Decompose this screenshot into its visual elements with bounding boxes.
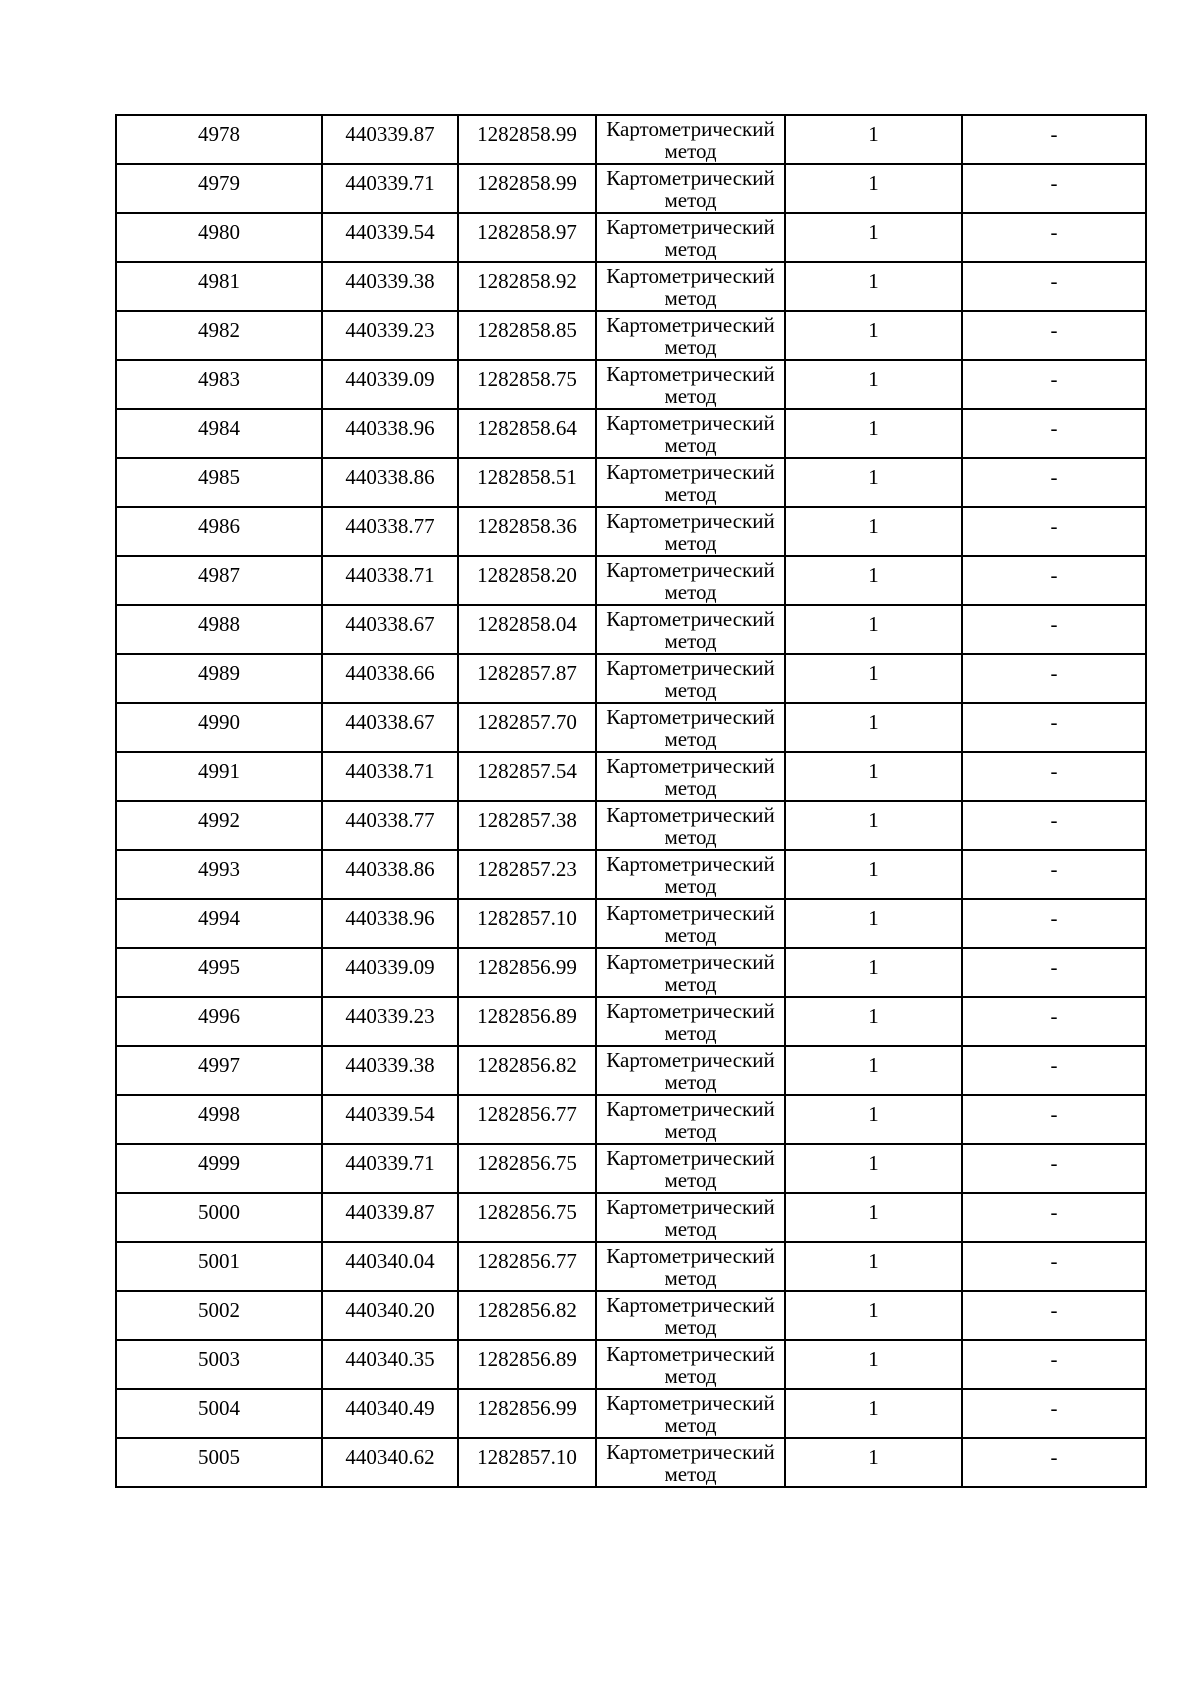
- note-cell: -: [962, 556, 1146, 605]
- table-row: [116, 1046, 1146, 1095]
- x-coordinate-cell: 440338.77: [322, 507, 458, 556]
- table-row: [116, 1389, 1146, 1438]
- x-coordinate-cell: 440339.71: [322, 1144, 458, 1193]
- x-coordinate-cell: 440338.96: [322, 409, 458, 458]
- method-line-1: Картометрический: [606, 705, 775, 729]
- method-line-1: Картометрический: [606, 362, 775, 386]
- method-line-1: Картометрический: [606, 215, 775, 239]
- point-number-cell: 4996: [116, 997, 322, 1046]
- method-line-2: метод: [664, 286, 717, 310]
- accuracy-cell: 1: [785, 703, 962, 752]
- method-line-2: метод: [664, 678, 717, 702]
- method-line-1: Картометрический: [606, 1391, 775, 1415]
- point-number-cell: 4992: [116, 801, 322, 850]
- y-coordinate-cell: 1282858.04: [458, 605, 596, 654]
- method-cell: [596, 1046, 785, 1095]
- method-cell: [596, 1438, 785, 1487]
- note-cell: -: [962, 1046, 1146, 1095]
- method-cell: [596, 507, 785, 556]
- x-coordinate-cell: 440339.38: [322, 1046, 458, 1095]
- accuracy-cell: 1: [785, 1046, 962, 1095]
- accuracy-cell: 1: [785, 1144, 962, 1193]
- y-coordinate-cell: 1282856.75: [458, 1144, 596, 1193]
- method-line-2: метод: [664, 1119, 717, 1143]
- point-number-cell: 4987: [116, 556, 322, 605]
- method-cell: [596, 1389, 785, 1438]
- accuracy-cell: 1: [785, 1438, 962, 1487]
- method-line-2: метод: [664, 188, 717, 212]
- table-row: [116, 850, 1146, 899]
- x-coordinate-cell: 440340.35: [322, 1340, 458, 1389]
- point-number-cell: 4998: [116, 1095, 322, 1144]
- x-coordinate-cell: 440338.86: [322, 850, 458, 899]
- x-coordinate-cell: 440340.20: [322, 1291, 458, 1340]
- table-row: [116, 997, 1146, 1046]
- table-row: [116, 507, 1146, 556]
- note-cell: -: [962, 605, 1146, 654]
- table-row: [116, 801, 1146, 850]
- method-line-1: Картометрический: [606, 264, 775, 288]
- method-cell: [596, 213, 785, 262]
- note-cell: -: [962, 1193, 1146, 1242]
- y-coordinate-cell: 1282857.87: [458, 654, 596, 703]
- note-cell: -: [962, 899, 1146, 948]
- y-coordinate-cell: 1282856.77: [458, 1242, 596, 1291]
- accuracy-cell: 1: [785, 899, 962, 948]
- method-line-2: метод: [664, 1266, 717, 1290]
- table-row: [116, 605, 1146, 654]
- y-coordinate-cell: 1282857.70: [458, 703, 596, 752]
- table-row: [116, 115, 1146, 164]
- method-line-1: Картометрический: [606, 950, 775, 974]
- accuracy-cell: 1: [785, 1340, 962, 1389]
- point-number-cell: 4986: [116, 507, 322, 556]
- point-number-cell: 4978: [116, 115, 322, 164]
- note-cell: -: [962, 507, 1146, 556]
- method-cell: [596, 948, 785, 997]
- note-cell: -: [962, 1242, 1146, 1291]
- note-cell: -: [962, 1095, 1146, 1144]
- y-coordinate-cell: 1282858.97: [458, 213, 596, 262]
- method-line-1: Картометрический: [606, 411, 775, 435]
- accuracy-cell: 1: [785, 556, 962, 605]
- table-row: [116, 458, 1146, 507]
- method-line-2: метод: [664, 629, 717, 653]
- method-line-2: метод: [664, 335, 717, 359]
- method-cell: [596, 1291, 785, 1340]
- method-line-1: Картометрический: [606, 313, 775, 337]
- point-number-cell: 5001: [116, 1242, 322, 1291]
- y-coordinate-cell: 1282858.75: [458, 360, 596, 409]
- point-number-cell: 5002: [116, 1291, 322, 1340]
- table-row: [116, 703, 1146, 752]
- accuracy-cell: 1: [785, 507, 962, 556]
- method-line-1: Картометрический: [606, 1244, 775, 1268]
- method-line-1: Картометрический: [606, 656, 775, 680]
- x-coordinate-cell: 440339.23: [322, 997, 458, 1046]
- note-cell: -: [962, 213, 1146, 262]
- accuracy-cell: 1: [785, 997, 962, 1046]
- method-line-1: Картометрический: [606, 1097, 775, 1121]
- y-coordinate-cell: 1282856.89: [458, 997, 596, 1046]
- table-row: [116, 948, 1146, 997]
- note-cell: -: [962, 1291, 1146, 1340]
- table-row: [116, 1144, 1146, 1193]
- x-coordinate-cell: 440339.09: [322, 948, 458, 997]
- method-line-2: метод: [664, 874, 717, 898]
- y-coordinate-cell: 1282858.64: [458, 409, 596, 458]
- x-coordinate-cell: 440338.77: [322, 801, 458, 850]
- point-number-cell: 5003: [116, 1340, 322, 1389]
- accuracy-cell: 1: [785, 213, 962, 262]
- table-row: [116, 1291, 1146, 1340]
- note-cell: -: [962, 1144, 1146, 1193]
- method-cell: [596, 801, 785, 850]
- point-number-cell: 4994: [116, 899, 322, 948]
- note-cell: -: [962, 948, 1146, 997]
- point-number-cell: 4997: [116, 1046, 322, 1095]
- y-coordinate-cell: 1282858.85: [458, 311, 596, 360]
- table-row: [116, 164, 1146, 213]
- note-cell: -: [962, 703, 1146, 752]
- table-row: [116, 654, 1146, 703]
- point-number-cell: 4999: [116, 1144, 322, 1193]
- y-coordinate-cell: 1282856.75: [458, 1193, 596, 1242]
- accuracy-cell: 1: [785, 1242, 962, 1291]
- table-row: [116, 311, 1146, 360]
- table-row: [116, 1095, 1146, 1144]
- method-line-1: Картометрический: [606, 117, 775, 141]
- y-coordinate-cell: 1282856.99: [458, 948, 596, 997]
- point-number-cell: 5000: [116, 1193, 322, 1242]
- coordinates-table-body: [116, 115, 1146, 1487]
- note-cell: -: [962, 311, 1146, 360]
- y-coordinate-cell: 1282856.89: [458, 1340, 596, 1389]
- y-coordinate-cell: 1282857.23: [458, 850, 596, 899]
- method-cell: [596, 360, 785, 409]
- method-line-2: метод: [664, 923, 717, 947]
- accuracy-cell: 1: [785, 115, 962, 164]
- method-cell: [596, 997, 785, 1046]
- x-coordinate-cell: 440340.04: [322, 1242, 458, 1291]
- y-coordinate-cell: 1282858.51: [458, 458, 596, 507]
- method-cell: [596, 1144, 785, 1193]
- method-line-2: метод: [664, 1070, 717, 1094]
- method-line-2: метод: [664, 580, 717, 604]
- table-row: [116, 1193, 1146, 1242]
- method-line-2: метод: [664, 727, 717, 751]
- point-number-cell: 4981: [116, 262, 322, 311]
- method-cell: [596, 311, 785, 360]
- method-line-2: метод: [664, 433, 717, 457]
- method-line-1: Картометрический: [606, 166, 775, 190]
- accuracy-cell: 1: [785, 752, 962, 801]
- y-coordinate-cell: 1282856.99: [458, 1389, 596, 1438]
- table-row: [116, 752, 1146, 801]
- note-cell: -: [962, 164, 1146, 213]
- method-line-1: Картометрический: [606, 460, 775, 484]
- table-row: [116, 1438, 1146, 1487]
- method-line-1: Картометрический: [606, 509, 775, 533]
- point-number-cell: 4995: [116, 948, 322, 997]
- x-coordinate-cell: 440338.67: [322, 703, 458, 752]
- method-line-1: Картометрический: [606, 999, 775, 1023]
- accuracy-cell: 1: [785, 654, 962, 703]
- method-line-1: Картометрический: [606, 1342, 775, 1366]
- note-cell: -: [962, 850, 1146, 899]
- method-cell: [596, 115, 785, 164]
- method-line-2: метод: [664, 1021, 717, 1045]
- y-coordinate-cell: 1282858.99: [458, 115, 596, 164]
- point-number-cell: 5005: [116, 1438, 322, 1487]
- x-coordinate-cell: 440338.96: [322, 899, 458, 948]
- x-coordinate-cell: 440339.09: [322, 360, 458, 409]
- y-coordinate-cell: 1282856.77: [458, 1095, 596, 1144]
- method-cell: [596, 1095, 785, 1144]
- accuracy-cell: 1: [785, 458, 962, 507]
- table-row: [116, 556, 1146, 605]
- x-coordinate-cell: 440339.23: [322, 311, 458, 360]
- method-cell: [596, 1242, 785, 1291]
- point-number-cell: 4982: [116, 311, 322, 360]
- table-row: [116, 899, 1146, 948]
- point-number-cell: 4985: [116, 458, 322, 507]
- table-row: [116, 262, 1146, 311]
- note-cell: -: [962, 360, 1146, 409]
- method-cell: [596, 850, 785, 899]
- method-line-1: Картометрический: [606, 558, 775, 582]
- method-cell: [596, 1340, 785, 1389]
- y-coordinate-cell: 1282857.54: [458, 752, 596, 801]
- method-cell: [596, 164, 785, 213]
- accuracy-cell: 1: [785, 409, 962, 458]
- x-coordinate-cell: 440338.66: [322, 654, 458, 703]
- accuracy-cell: 1: [785, 262, 962, 311]
- method-line-1: Картометрический: [606, 607, 775, 631]
- point-number-cell: 4980: [116, 213, 322, 262]
- y-coordinate-cell: 1282857.38: [458, 801, 596, 850]
- accuracy-cell: 1: [785, 1389, 962, 1438]
- point-number-cell: 5004: [116, 1389, 322, 1438]
- accuracy-cell: 1: [785, 1193, 962, 1242]
- point-number-cell: 4979: [116, 164, 322, 213]
- method-line-2: метод: [664, 1462, 717, 1486]
- note-cell: -: [962, 801, 1146, 850]
- method-line-2: метод: [664, 482, 717, 506]
- note-cell: -: [962, 1389, 1146, 1438]
- method-line-2: метод: [664, 531, 717, 555]
- table-row: [116, 360, 1146, 409]
- method-line-1: Картометрический: [606, 1048, 775, 1072]
- method-line-2: метод: [664, 237, 717, 261]
- coordinates-table: [115, 114, 1147, 1488]
- accuracy-cell: 1: [785, 1095, 962, 1144]
- method-line-2: метод: [664, 972, 717, 996]
- y-coordinate-cell: 1282858.92: [458, 262, 596, 311]
- method-cell: [596, 409, 785, 458]
- note-cell: -: [962, 115, 1146, 164]
- method-line-2: метод: [664, 825, 717, 849]
- x-coordinate-cell: 440340.49: [322, 1389, 458, 1438]
- y-coordinate-cell: 1282857.10: [458, 899, 596, 948]
- method-line-2: метод: [664, 1315, 717, 1339]
- x-coordinate-cell: 440338.71: [322, 556, 458, 605]
- point-number-cell: 4990: [116, 703, 322, 752]
- method-line-1: Картометрический: [606, 852, 775, 876]
- point-number-cell: 4988: [116, 605, 322, 654]
- note-cell: -: [962, 458, 1146, 507]
- accuracy-cell: 1: [785, 801, 962, 850]
- method-cell: [596, 1193, 785, 1242]
- method-line-1: Картометрический: [606, 754, 775, 778]
- method-line-2: метод: [664, 1168, 717, 1192]
- accuracy-cell: 1: [785, 605, 962, 654]
- y-coordinate-cell: 1282857.10: [458, 1438, 596, 1487]
- method-line-1: Картометрический: [606, 803, 775, 827]
- method-line-2: метод: [664, 1364, 717, 1388]
- method-line-1: Картометрический: [606, 1293, 775, 1317]
- note-cell: -: [962, 409, 1146, 458]
- method-line-2: метод: [664, 1413, 717, 1437]
- method-line-1: Картометрический: [606, 1146, 775, 1170]
- note-cell: -: [962, 997, 1146, 1046]
- accuracy-cell: 1: [785, 948, 962, 997]
- method-line-1: Картометрический: [606, 1195, 775, 1219]
- method-cell: [596, 899, 785, 948]
- accuracy-cell: 1: [785, 311, 962, 360]
- method-line-2: метод: [664, 139, 717, 163]
- table-row: [116, 1340, 1146, 1389]
- x-coordinate-cell: 440339.71: [322, 164, 458, 213]
- method-line-1: Картометрический: [606, 1440, 775, 1464]
- accuracy-cell: 1: [785, 360, 962, 409]
- method-cell: [596, 703, 785, 752]
- y-coordinate-cell: 1282858.20: [458, 556, 596, 605]
- x-coordinate-cell: 440339.54: [322, 1095, 458, 1144]
- x-coordinate-cell: 440340.62: [322, 1438, 458, 1487]
- point-number-cell: 4989: [116, 654, 322, 703]
- note-cell: -: [962, 752, 1146, 801]
- method-line-2: метод: [664, 384, 717, 408]
- accuracy-cell: 1: [785, 850, 962, 899]
- x-coordinate-cell: 440338.86: [322, 458, 458, 507]
- note-cell: -: [962, 1438, 1146, 1487]
- x-coordinate-cell: 440339.54: [322, 213, 458, 262]
- accuracy-cell: 1: [785, 1291, 962, 1340]
- table-row: [116, 1242, 1146, 1291]
- point-number-cell: 4983: [116, 360, 322, 409]
- method-cell: [596, 605, 785, 654]
- x-coordinate-cell: 440339.87: [322, 115, 458, 164]
- method-cell: [596, 458, 785, 507]
- table-row: [116, 213, 1146, 262]
- point-number-cell: 4984: [116, 409, 322, 458]
- method-line-2: метод: [664, 1217, 717, 1241]
- y-coordinate-cell: 1282856.82: [458, 1046, 596, 1095]
- accuracy-cell: 1: [785, 164, 962, 213]
- x-coordinate-cell: 440339.87: [322, 1193, 458, 1242]
- x-coordinate-cell: 440338.67: [322, 605, 458, 654]
- note-cell: -: [962, 262, 1146, 311]
- table-row: [116, 409, 1146, 458]
- point-number-cell: 4991: [116, 752, 322, 801]
- y-coordinate-cell: 1282858.36: [458, 507, 596, 556]
- method-cell: [596, 262, 785, 311]
- x-coordinate-cell: 440339.38: [322, 262, 458, 311]
- note-cell: -: [962, 1340, 1146, 1389]
- method-cell: [596, 752, 785, 801]
- method-line-2: метод: [664, 776, 717, 800]
- method-cell: [596, 556, 785, 605]
- method-line-1: Картометрический: [606, 901, 775, 925]
- note-cell: -: [962, 654, 1146, 703]
- y-coordinate-cell: 1282856.82: [458, 1291, 596, 1340]
- x-coordinate-cell: 440338.71: [322, 752, 458, 801]
- point-number-cell: 4993: [116, 850, 322, 899]
- method-cell: [596, 654, 785, 703]
- y-coordinate-cell: 1282858.99: [458, 164, 596, 213]
